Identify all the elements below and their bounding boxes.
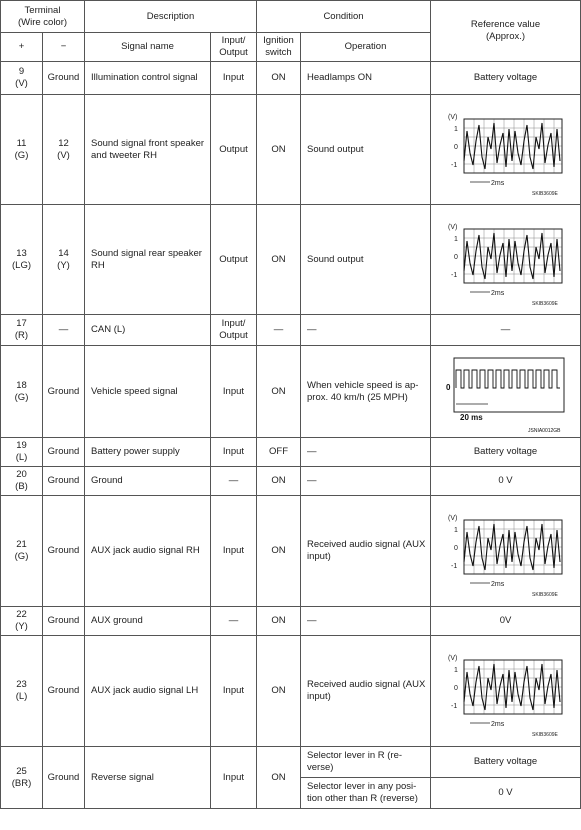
terminal-number: 11 — [16, 137, 27, 149]
wire-color: (B) — [15, 481, 28, 492]
terminal-plus-cell — [1, 747, 43, 809]
table-row — [1, 346, 581, 438]
terminal-number: 23 — [16, 679, 27, 690]
reference-value: — — [431, 315, 581, 346]
header-terminal — [1, 1, 85, 33]
terminal-minus: Ground — [47, 72, 80, 83]
header-approx-label: (Approx.) — [485, 31, 526, 42]
reference-value — [431, 496, 581, 607]
wire-color: (L) — [15, 691, 28, 702]
terminal-plus-cell — [1, 205, 43, 315]
y-unit-label: (V) — [447, 113, 457, 121]
time-scale-label: 2ms — [490, 581, 504, 588]
input-output: Output — [211, 95, 257, 205]
terminal-plus-cell — [1, 636, 43, 747]
reference-value: 0V — [431, 607, 581, 636]
y-tick-label: -1 — [450, 703, 457, 710]
reference-value — [431, 205, 581, 315]
terminal-minus-cell — [43, 346, 85, 438]
table-row — [1, 62, 581, 95]
input-output: Input — [211, 62, 257, 95]
header-minus: − — [43, 33, 85, 62]
terminal-plus-cell — [1, 496, 43, 607]
reference-value: Battery voltage — [431, 747, 581, 778]
table-row — [1, 607, 581, 636]
header-input-output: Input/ Output — [211, 33, 257, 62]
terminal-minus: 12 — [58, 137, 69, 149]
time-scale-label: 20 ms — [459, 412, 483, 422]
reference-value: Battery voltage — [431, 438, 581, 467]
terminal-minus-cell — [43, 496, 85, 607]
input-output: Input — [211, 636, 257, 747]
speed-pulse-graph — [444, 350, 568, 434]
terminal-minus-cell — [43, 315, 85, 346]
terminal-minus: Ground — [47, 475, 80, 486]
zero-label: 0 — [445, 382, 450, 392]
header-reference-label: Reference value — [470, 19, 541, 30]
header-signal-name: Signal name — [85, 33, 211, 62]
table-row — [1, 747, 581, 778]
figure-code: SKIB3609E — [531, 592, 558, 598]
wire-color: (R) — [14, 330, 29, 341]
terminal-minus-cell — [43, 747, 85, 809]
wire-color: (Y) — [15, 621, 28, 632]
operation: Sound output — [301, 205, 431, 315]
operation: Received audio signal (AUX input) — [301, 636, 431, 747]
terminal-minus-cell — [43, 607, 85, 636]
wire-color: (G) — [14, 149, 29, 161]
terminal-number: 13 — [16, 247, 27, 259]
y-tick-label: 1 — [453, 667, 458, 674]
signal-name: Vehicle speed signal — [85, 346, 211, 438]
time-scale-label: 2ms — [490, 721, 504, 728]
terminal-number: 21 — [16, 539, 27, 550]
y-tick-label: 0 — [453, 253, 458, 261]
wire-color: (G) — [14, 391, 29, 403]
terminal-number: 25 — [16, 765, 27, 777]
wire-color: (LG) — [12, 259, 31, 271]
y-tick-label: 1 — [453, 125, 458, 133]
terminal-minus: — — [58, 324, 69, 335]
terminal-minus-cell — [43, 205, 85, 315]
operation: — — [301, 467, 431, 496]
y-tick-label: 1 — [453, 235, 458, 243]
terminal-number: 18 — [16, 379, 27, 391]
y-tick-label: 0 — [453, 545, 458, 552]
terminal-minus-cell — [43, 467, 85, 496]
y-unit-label: (V) — [447, 515, 457, 522]
y-tick-label: 0 — [453, 685, 458, 692]
input-output: Input/ Output — [211, 315, 257, 346]
ignition-switch: — — [257, 315, 301, 346]
operation: When vehicle speed is ap- prox. 40 km/h (25 MPH) — [301, 346, 431, 438]
operation: Selector lever in any posi- tion other than R (reverse) — [301, 778, 431, 809]
input-output: — — [211, 467, 257, 496]
input-output: Output — [211, 205, 257, 315]
terminal-minus-cell — [43, 62, 85, 95]
signal-name: Sound signal front speaker and tweeter RH — [85, 95, 211, 205]
terminal-plus-cell — [1, 467, 43, 496]
table-row — [1, 636, 581, 747]
audio-waveform-graph — [446, 652, 566, 738]
terminal-plus-cell — [1, 346, 43, 438]
header-operation: Operation — [301, 33, 431, 62]
ignition-switch: ON — [257, 496, 301, 607]
terminal-minus: Ground — [47, 685, 80, 696]
y-tick-label: -1 — [450, 161, 457, 169]
terminal-number: 19 — [16, 440, 27, 451]
ignition-switch: ON — [257, 747, 301, 809]
terminal-number: 9 — [18, 66, 25, 77]
operation: — — [301, 438, 431, 467]
table-row — [1, 205, 581, 315]
minus-wire-color: (Y) — [57, 259, 70, 271]
table-row — [1, 95, 581, 205]
header-condition: Condition — [257, 1, 431, 33]
ignition-switch: OFF — [257, 438, 301, 467]
ignition-switch: ON — [257, 607, 301, 636]
minus-wire-color: (V) — [57, 149, 70, 161]
y-unit-label: (V) — [447, 223, 457, 231]
signal-name: AUX ground — [85, 607, 211, 636]
ignition-switch: ON — [257, 205, 301, 315]
table-row — [1, 467, 581, 496]
figure-code: SKIB3609E — [531, 300, 558, 307]
reference-value: 0 V — [431, 467, 581, 496]
wire-color: (G) — [14, 551, 29, 562]
pulse-waveform — [456, 370, 560, 388]
signal-name: Reverse signal — [85, 747, 211, 809]
terminal-plus-cell — [1, 438, 43, 467]
operation: Headlamps ON — [301, 62, 431, 95]
figure-code: SKIB3609E — [531, 732, 558, 738]
terminal-number: 20 — [16, 469, 27, 480]
signal-name: Sound signal rear speaker RH — [85, 205, 211, 315]
y-unit-label: (V) — [447, 655, 457, 662]
signal-name: CAN (L) — [85, 315, 211, 346]
input-output: — — [211, 607, 257, 636]
header-terminal-label: Terminal — [24, 4, 61, 16]
terminal-minus-cell — [43, 438, 85, 467]
signal-name: Battery power supply — [85, 438, 211, 467]
audio-waveform-graph — [446, 512, 566, 598]
terminal-minus: Ground — [47, 385, 80, 397]
terminal-plus-cell — [1, 607, 43, 636]
signal-name: AUX jack audio signal RH — [85, 496, 211, 607]
signal-name: Ground — [85, 467, 211, 496]
time-scale-label: 2ms — [490, 179, 504, 187]
signal-name: AUX jack audio signal LH — [85, 636, 211, 747]
terminal-minus: Ground — [47, 771, 80, 783]
y-tick-label: 0 — [453, 143, 458, 151]
operation: — — [301, 607, 431, 636]
input-output: Input — [211, 747, 257, 809]
input-output: Input — [211, 438, 257, 467]
operation: Selector lever in R (re- verse) — [301, 747, 431, 778]
wire-color: (BR) — [11, 777, 32, 789]
reference-value — [431, 95, 581, 205]
y-tick-label: -1 — [450, 271, 457, 279]
reference-value: 0 V — [431, 778, 581, 809]
ignition-switch: ON — [257, 346, 301, 438]
ignition-switch: ON — [257, 467, 301, 496]
operation: — — [301, 315, 431, 346]
y-tick-label: -1 — [450, 563, 457, 570]
input-output: Input — [211, 496, 257, 607]
header-plus: + — [1, 33, 43, 62]
operation: Sound output — [301, 95, 431, 205]
figure-code: JSNIA0012GB — [527, 427, 561, 434]
time-scale-label: 2ms — [490, 289, 504, 297]
audio-waveform-graph — [446, 221, 566, 307]
ignition-switch: ON — [257, 95, 301, 205]
ignition-switch: ON — [257, 62, 301, 95]
table-row — [1, 438, 581, 467]
table-row — [1, 496, 581, 607]
terminal-number: 22 — [16, 609, 27, 620]
terminal-minus-cell — [43, 636, 85, 747]
header-ignition-switch: Ignition switch — [257, 33, 301, 62]
terminal-plus-cell — [1, 62, 43, 95]
ignition-switch: ON — [257, 636, 301, 747]
wire-color: (V) — [15, 78, 28, 89]
header-reference — [431, 1, 581, 62]
terminal-minus: Ground — [47, 446, 80, 457]
terminal-minus: Ground — [47, 545, 80, 556]
terminal-plus-cell — [1, 315, 43, 346]
terminal-minus-cell — [43, 95, 85, 205]
terminal-plus-cell — [1, 95, 43, 205]
operation: Received audio signal (AUX input) — [301, 496, 431, 607]
reference-value — [431, 636, 581, 747]
terminal-minus: Ground — [47, 615, 80, 626]
terminal-number: 17 — [16, 318, 27, 329]
wire-color: (L) — [15, 452, 28, 463]
input-output: Input — [211, 346, 257, 438]
header-wire-color-label: (Wire color) — [17, 16, 68, 28]
table-row — [1, 315, 581, 346]
reference-value: Battery voltage — [431, 62, 581, 95]
figure-code: SKIB3609E — [531, 190, 558, 197]
signal-name: Illumination control signal — [85, 62, 211, 95]
audio-waveform-graph — [446, 111, 566, 197]
terminal-minus: 14 — [58, 247, 69, 259]
y-tick-label: 1 — [453, 527, 458, 534]
header-description: Description — [85, 1, 257, 33]
reference-value — [431, 346, 581, 438]
